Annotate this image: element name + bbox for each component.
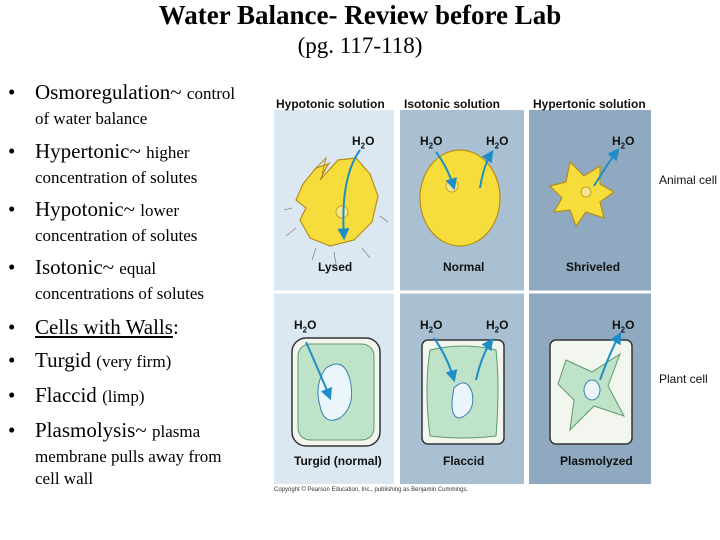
bullet-desc: lower	[140, 201, 179, 220]
h2o-label: $H_2O$	[486, 318, 509, 335]
bullet-continuation: membrane pulls away from	[35, 447, 222, 466]
state-shriveled: Shriveled	[566, 260, 621, 274]
label-isotonic: Isotonic solution	[404, 97, 500, 111]
bullet-continuation: of water balance	[35, 109, 148, 128]
h2o-label: $H_2O$	[352, 134, 375, 151]
bullet-term: Turgid	[35, 348, 97, 372]
bullet-continuation: concentrations of solutes	[35, 284, 205, 303]
bullet-desc: plasma	[151, 422, 201, 441]
bullet-dot: •	[8, 348, 16, 372]
row-label-animal: Animal cell	[659, 173, 718, 187]
bullet-dot: •	[8, 139, 16, 163]
bullet-continuation: concentration of solutes	[35, 168, 198, 187]
bullet-desc: control	[186, 84, 236, 103]
bullet-dot: •	[8, 418, 16, 442]
bullet-continuation: concentration of solutes	[35, 226, 198, 245]
osmosis-figure	[270, 88, 720, 500]
bullet-continuation: cell wall	[35, 469, 94, 488]
bullet-desc: (limp)	[102, 387, 145, 406]
bullet-term: Osmoregulation~	[35, 80, 187, 104]
bullet-desc: (very firm)	[96, 352, 172, 371]
h2o-label: $H_2O$	[612, 318, 635, 335]
plant-cell-turgid	[292, 338, 380, 446]
bullet-dot: •	[8, 383, 16, 407]
plant-cell-flaccid	[422, 340, 504, 444]
bullet-term: Flaccid	[35, 383, 103, 407]
row-label-plant: Plant cell	[659, 372, 708, 386]
label-hypertonic: Hypertonic solution	[533, 97, 646, 111]
figure-copyright: Copyright © Pearson Education, Inc., publishing as Benjamin Cummings.	[274, 487, 469, 493]
bullet-term: Hypertonic~	[35, 139, 147, 163]
bullet-desc: equal	[119, 259, 157, 278]
bullet-term: Plasmolysis~	[35, 418, 152, 442]
h2o-label: $H_2O$	[294, 318, 317, 335]
state-lysed: Lysed	[318, 260, 353, 274]
h2o-label: $H_2O$	[612, 134, 635, 151]
state-turgid: Turgid (normal)	[294, 454, 382, 468]
state-normal: Normal	[443, 260, 485, 274]
label-hypotonic: Hypotonic solution	[276, 97, 385, 111]
state-flaccid: Flaccid	[443, 454, 485, 468]
h2o-label: $H_2O$	[486, 134, 509, 151]
h2o-label: $H_2O$	[420, 134, 443, 151]
bullet-dot: •	[8, 255, 16, 279]
h2o-label: $H_2O$	[420, 318, 443, 335]
plant-cell-plasmolyzed	[550, 340, 632, 444]
bullet-dot: •	[8, 80, 16, 104]
animal-cell-normal	[420, 150, 500, 246]
state-plasmolyzed: Plasmolyzed	[560, 454, 633, 468]
bullet-desc: :	[172, 315, 179, 339]
bullet-desc: higher	[146, 143, 190, 162]
bullet-term: Cells with Walls	[35, 315, 173, 339]
slide-subtitle: (pg. 117-118)	[297, 33, 423, 58]
bullet-dot: •	[8, 315, 16, 339]
bullet-dot: •	[8, 197, 16, 221]
bullet-term: Isotonic~	[35, 255, 120, 279]
slide-title: Water Balance- Review before Lab	[158, 0, 562, 30]
bullet-term: Hypotonic~	[35, 197, 141, 221]
